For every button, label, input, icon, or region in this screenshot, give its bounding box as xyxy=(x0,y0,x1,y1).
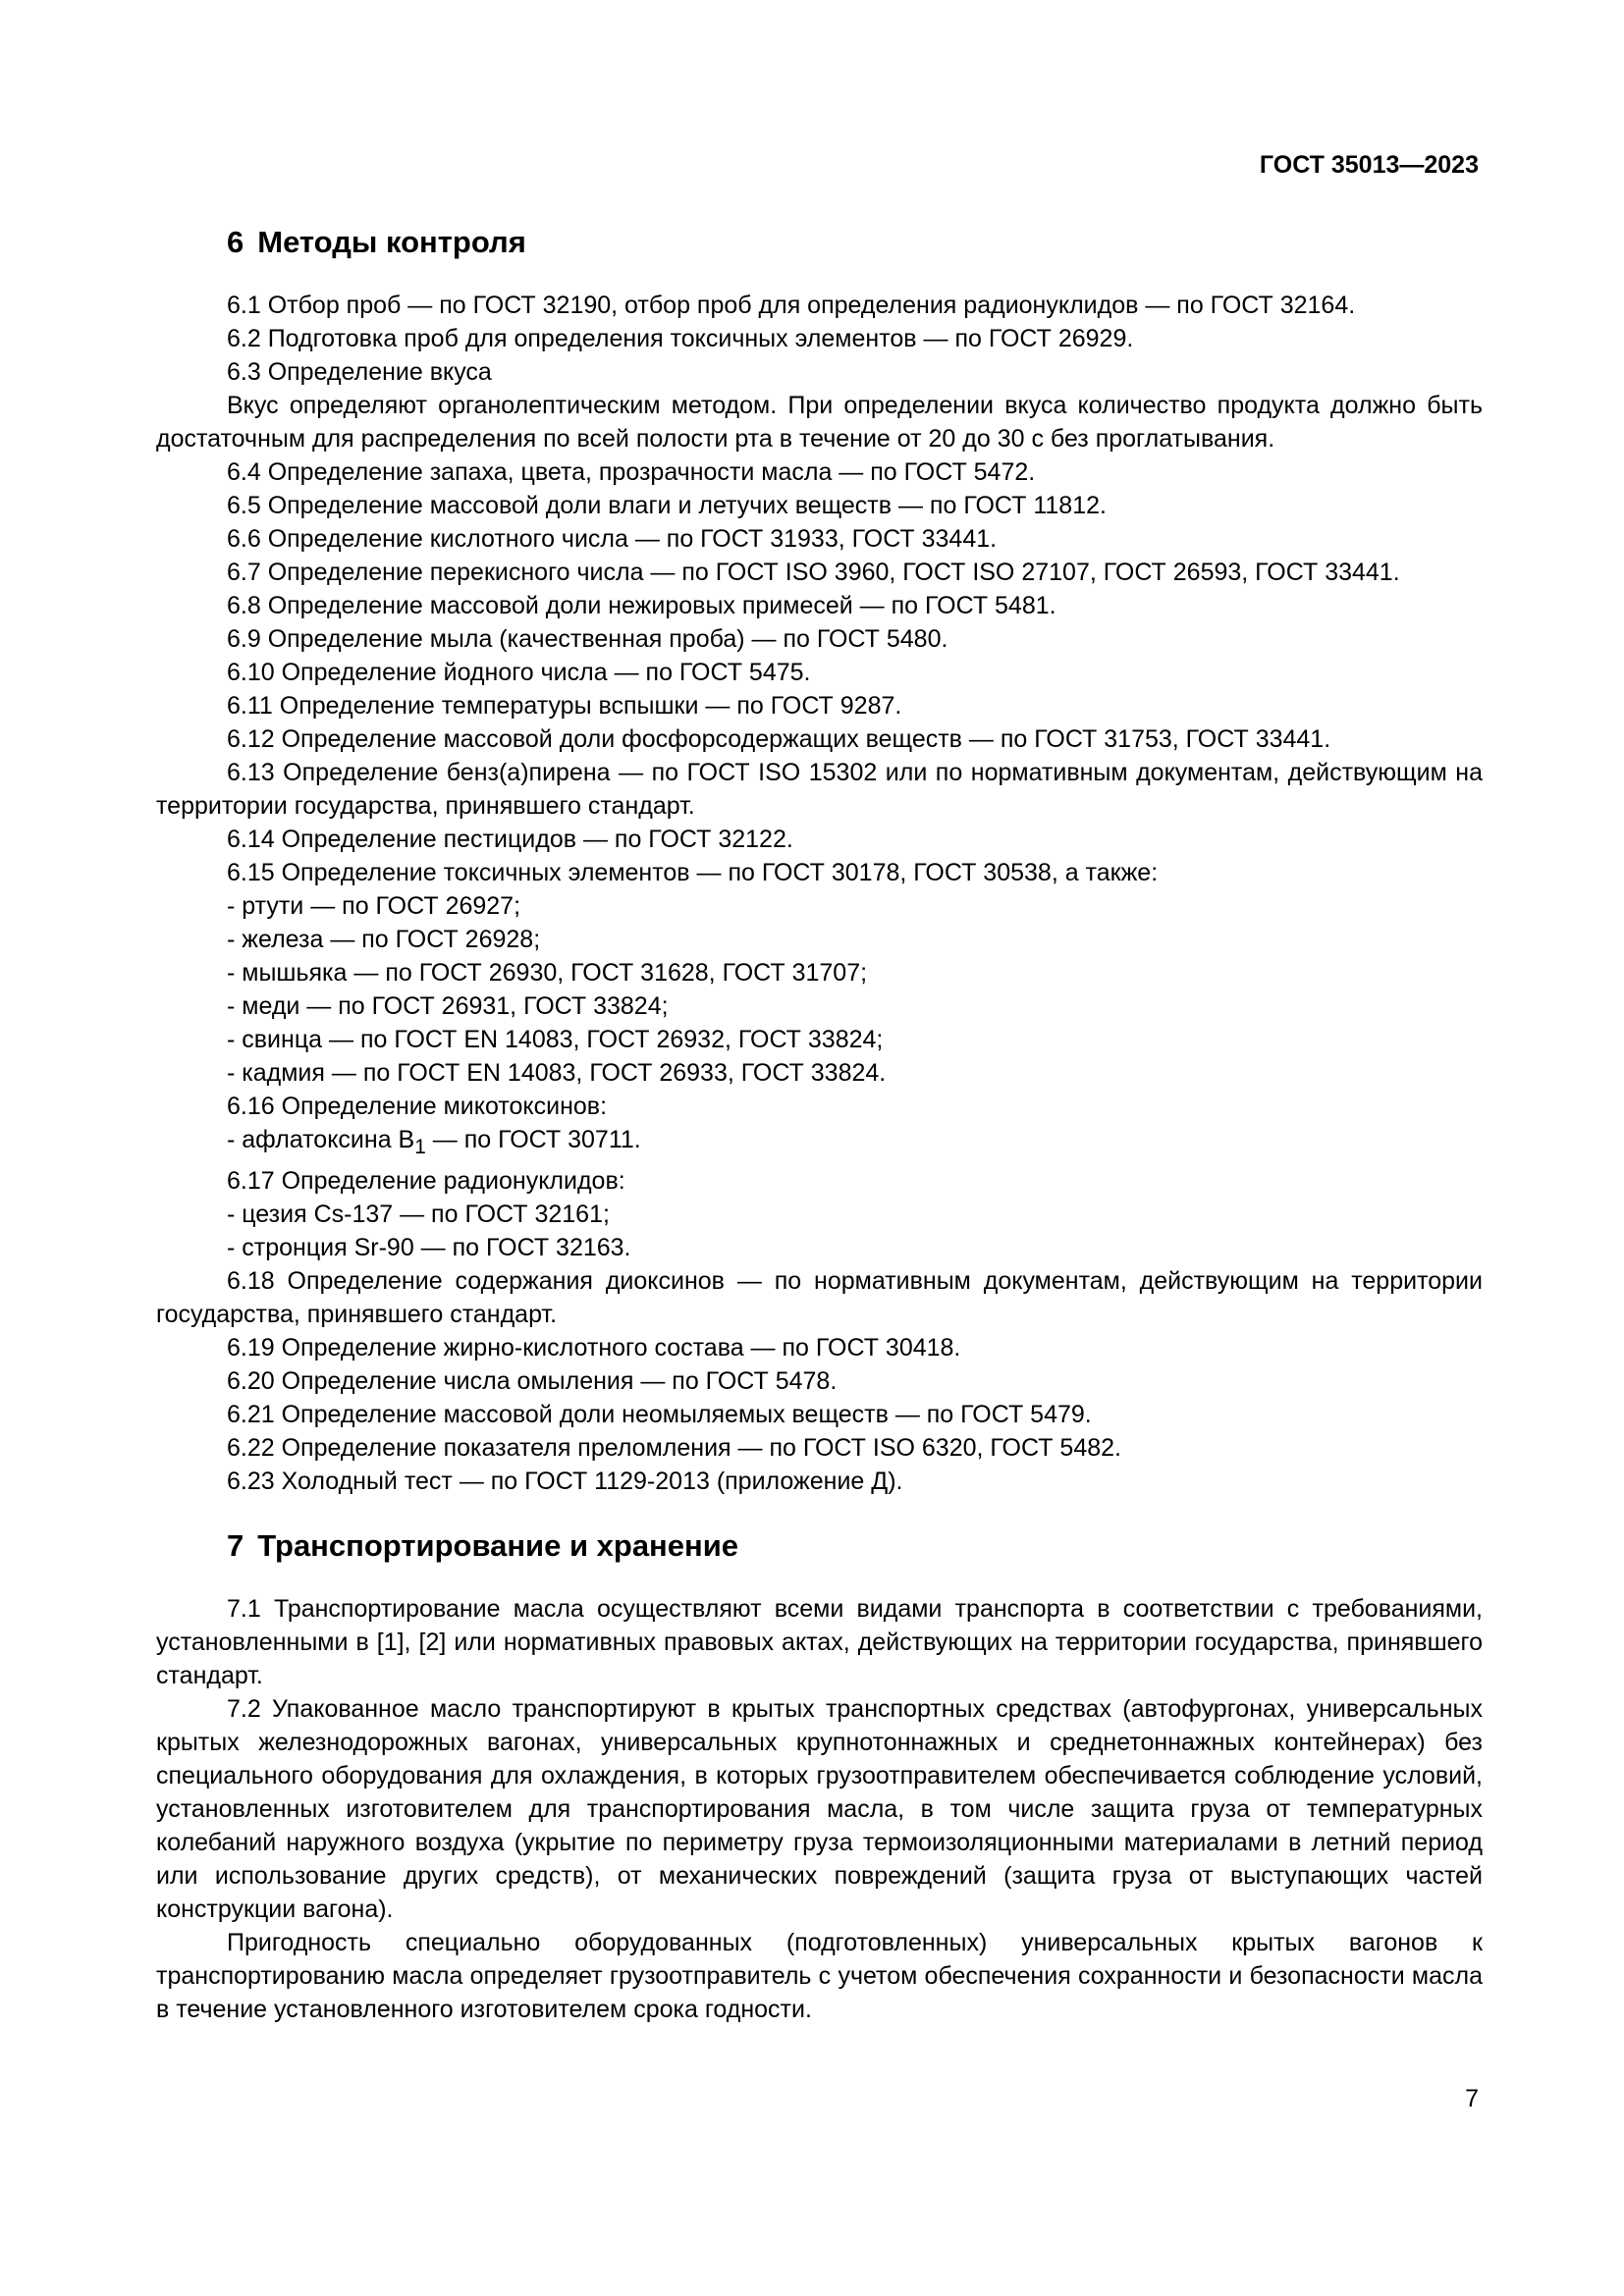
clause-6-6: 6.6 Определение кислотного числа — по ГОСТ 31933, ГОСТ 33441. xyxy=(227,525,998,553)
clause-6-22: 6.22 Определение показателя преломления — по ГОСТ ISO 6320, ГОСТ 5482. xyxy=(227,1434,1121,1462)
aflatoxin-subscript: 1 xyxy=(414,1136,426,1158)
clause-6-18: 6.18 Определение содержания диоксинов — по нормативным документам, действующим на территории государства, принявшего стандарт. xyxy=(156,1267,1483,1328)
section-6-heading xyxy=(156,224,1483,261)
list-item: - мышьяка — по ГОСТ 26930, ГОСТ 31628, ГОСТ 31707; xyxy=(227,959,868,987)
clause-6-3: 6.3 Определение вкуса xyxy=(227,358,492,386)
document-code: ГОСТ 35013—2023 xyxy=(1259,151,1479,179)
clause-7-2-suitability: Пригодность специально оборудованных (подготовленных) универсальных крытых вагонов к транспортированию масла определяет грузоотправитель с учетом обеспечения сохранности и безопасности масла в течение установленного изготовителем срока годности. xyxy=(156,1929,1483,2023)
list-item-aflatoxin xyxy=(156,1123,1483,1164)
list-item: - цезия Cs-137 — по ГОСТ 32161; xyxy=(227,1201,610,1228)
clause-6-14: 6.14 Определение пестицидов — по ГОСТ 32122. xyxy=(227,826,793,853)
list-item: - меди — по ГОСТ 26931, ГОСТ 33824; xyxy=(227,992,669,1020)
section-7-heading xyxy=(156,1527,1483,1565)
clause-6-5: 6.5 Определение массовой доли влаги и летучих веществ — по ГОСТ 11812. xyxy=(227,492,1107,519)
clause-6-23: 6.23 Холодный тест — по ГОСТ 1129-2013 (приложение Д). xyxy=(227,1468,903,1495)
clause-6-21: 6.21 Определение массовой доли неомыляемых веществ — по ГОСТ 5479. xyxy=(227,1401,1092,1428)
document-body xyxy=(156,224,1483,2026)
section-number: 7 xyxy=(227,1528,244,1563)
clause-7-1: 7.1 Транспортирование масла осуществляют всеми видами транспорта в соответствии с требованиями, установленными в [1], [2] или нормативных правовых актах, действующих на территории государства, принявшего стандарт. xyxy=(156,1595,1483,1689)
list-item: - стронция Sr-90 — по ГОСТ 32163. xyxy=(227,1234,631,1261)
clause-6-12: 6.12 Определение массовой доли фосфорсодержащих веществ — по ГОСТ 31753, ГОСТ 33441. xyxy=(227,725,1331,753)
clause-6-13: 6.13 Определение бенз(а)пирена — по ГОСТ ISO 15302 или по нормативным документам, действующим на территории государства, принявшего стандарт. xyxy=(156,759,1483,820)
clause-7-2: 7.2 Упакованное масло транспортируют в крытых транспортных средствах (автофургонах, универсальных крытых железнодорожных вагонах, универсальных крупнотоннажных и среднетоннажных контейнерах) без специального оборудования для охлаждения, в которых грузоотправителем обеспечивается соблюдение условий, установленных изготовителем для транспортирования масла, в том числе защита груза от температурных колебаний наружного воздуха (укрытие по периметру груза термоизоляционными материалами в летний период или использование других средств), от механических повреждений (защита груза от выступающих частей конструкции вагона). xyxy=(156,1695,1483,1923)
list-item: - железа — по ГОСТ 26928; xyxy=(227,926,541,953)
page-number: 7 xyxy=(1465,2085,1479,2112)
clause-6-10: 6.10 Определение йодного числа — по ГОСТ 5475. xyxy=(227,659,811,686)
list-item: - кадмия — по ГОСТ EN 14083, ГОСТ 26933, ГОСТ 33824. xyxy=(227,1059,887,1087)
clause-6-15: 6.15 Определение токсичных элементов — по ГОСТ 30178, ГОСТ 30538, а также: xyxy=(227,859,1159,886)
section-title: Методы контроля xyxy=(257,225,526,259)
clause-6-9: 6.9 Определение мыла (качественная проба) — по ГОСТ 5480. xyxy=(227,625,948,653)
clause-6-17: 6.17 Определение радионуклидов: xyxy=(227,1167,625,1195)
clause-6-11: 6.11 Определение температуры вспышки — по ГОСТ 9287. xyxy=(227,692,902,720)
aflatoxin-prefix: - афлатоксина B xyxy=(227,1126,415,1153)
aflatoxin-suffix: — по ГОСТ 30711. xyxy=(425,1126,641,1153)
clause-6-1: 6.1 Отбор проб — по ГОСТ 32190, отбор проб для определения радионуклидов — по ГОСТ 32164. xyxy=(227,292,1356,319)
clause-6-20: 6.20 Определение числа омыления — по ГОСТ 5478. xyxy=(227,1367,838,1395)
list-item: - свинца — по ГОСТ EN 14083, ГОСТ 26932, ГОСТ 33824; xyxy=(227,1026,884,1053)
clause-6-4: 6.4 Определение запаха, цвета, прозрачности масла — по ГОСТ 5472. xyxy=(227,458,1036,486)
section-number: 6 xyxy=(227,225,244,259)
clause-6-3-text: Вкус определяют органолептическим методом. При определении вкуса количество продукта должно быть достаточным для распределения по всей полости рта в течение от 20 до 30 с без проглатывания. xyxy=(156,392,1483,453)
list-item: - ртути — по ГОСТ 26927; xyxy=(227,892,521,920)
clause-6-19: 6.19 Определение жирно-кислотного состава — по ГОСТ 30418. xyxy=(227,1334,961,1362)
clause-6-2: 6.2 Подготовка проб для определения токсичных элементов — по ГОСТ 26929. xyxy=(227,325,1134,352)
clause-6-16: 6.16 Определение микотоксинов: xyxy=(227,1093,608,1120)
section-title: Транспортирование и хранение xyxy=(257,1528,739,1563)
clause-6-7: 6.7 Определение перекисного числа — по ГОСТ ISO 3960, ГОСТ ISO 27107, ГОСТ 26593, ГОСТ 33441. xyxy=(227,559,1400,586)
clause-6-8: 6.8 Определение массовой доли нежировых примесей — по ГОСТ 5481. xyxy=(227,592,1056,619)
